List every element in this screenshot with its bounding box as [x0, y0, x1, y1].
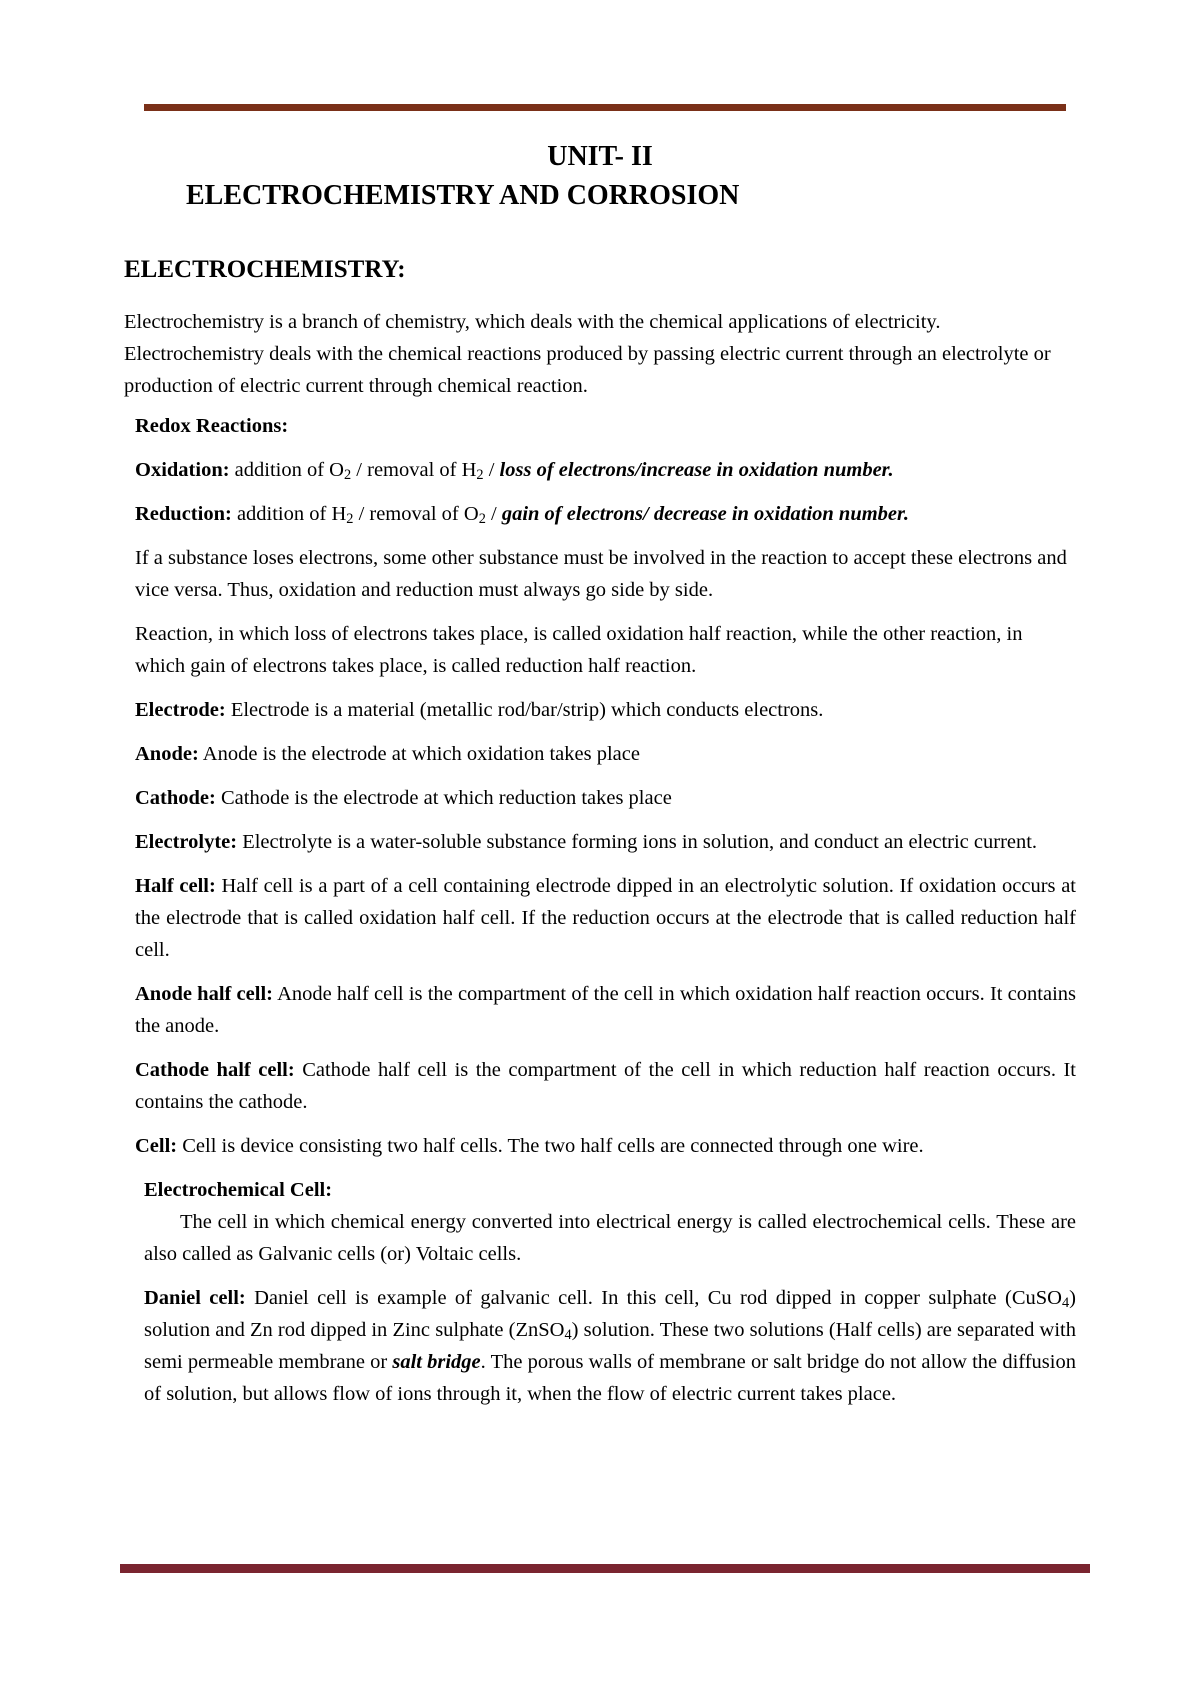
definition-term: Half cell: — [135, 875, 216, 897]
definition-half-cell — [135, 870, 1076, 966]
definition-term: Electrolyte: — [135, 831, 238, 853]
subscript: 4 — [1061, 1295, 1070, 1311]
electrochemical-cell-section — [144, 1174, 1076, 1410]
main-content — [124, 254, 1076, 1422]
definition-cathode — [135, 782, 1076, 814]
redox-paragraph-2: Reaction, in which loss of electrons takes place, is called oxidation half reaction, while the other reaction, in which gain of electrons takes place, is called reduction half reaction. — [135, 623, 1023, 677]
emphasis-text: salt bridge — [392, 1351, 481, 1373]
subscript: 2 — [346, 511, 354, 527]
redox-heading: Redox Reactions: — [135, 415, 289, 437]
definition-term: Cathode: — [135, 787, 216, 809]
emphasis-text: loss of electrons/increase in oxidation number. — [499, 459, 894, 481]
definition-cell — [135, 1130, 1076, 1162]
subscript: 2 — [476, 467, 484, 483]
intro-paragraph: Electrochemistry is a branch of chemistry, which deals with the chemical applications of electricity. Electrochemistry deals with the chemical reactions produced by passing electric current through an electrolyte or production of electric current through chemical reaction. — [124, 311, 1051, 397]
definition-term: Oxidation: — [135, 459, 230, 481]
definition-text: Daniel cell is example of galvanic cell. In this cell, Cu rod dipped in copper sulphate (CuSO — [245, 1287, 1062, 1309]
page-title: ELECTROCHEMISTRY AND CORROSION — [186, 180, 740, 211]
definition-text: addition of H — [231, 503, 347, 525]
definition-text: Cell is device consisting two half cells. The two half cells are connected through one wire. — [177, 1135, 924, 1157]
bottom-rule — [120, 1564, 1090, 1573]
definition-term: Cathode half cell: — [135, 1059, 295, 1081]
oxidation-definition — [135, 454, 1076, 486]
definition-term: Cell: — [135, 1135, 178, 1157]
redox-paragraph-1: If a substance loses electrons, some other substance must be involved in the reaction to accept these electrons and vice versa. Thus, oxidation and reduction must always go side by side. — [135, 547, 1067, 601]
reduction-definition — [135, 498, 1076, 530]
redox-section — [135, 410, 1076, 1162]
definition-text: / removal of O — [353, 503, 479, 525]
section-heading: ELECTROCHEMISTRY: — [124, 256, 406, 283]
subscript: 2 — [344, 467, 352, 483]
definition-text: Anode is the electrode at which oxidation takes place — [198, 743, 640, 765]
electrochemical-cell-text: The cell in which chemical energy converted into electrical energy is called electrochemical cells. These are also called as Galvanic cells (or) Voltaic cells. — [144, 1211, 1076, 1265]
definition-text: Anode half cell is the compartment of the cell in which oxidation half reaction occurs. It contains the anode. — [135, 983, 1077, 1037]
definition-term: Daniel cell: — [144, 1287, 246, 1309]
definition-text: Electrode is a material (metallic rod/bar/strip) which conducts electrons. — [225, 699, 824, 721]
definition-anode-half-cell — [135, 978, 1076, 1042]
definition-cathode-half-cell — [135, 1054, 1076, 1118]
definition-term: Anode: — [135, 743, 199, 765]
definition-text: Cathode half cell is the compartment of the cell in which reduction half reaction occurs. It contains the cathode. — [135, 1059, 1077, 1113]
top-rule — [144, 104, 1066, 111]
definition-term: Electrode: — [135, 699, 226, 721]
definition-text: / — [485, 503, 502, 525]
definition-text: / — [483, 459, 500, 481]
definition-anode — [135, 738, 1076, 770]
emphasis-text: gain of electrons/ decrease in oxidation number. — [501, 503, 909, 525]
subscript: 4 — [564, 1327, 572, 1343]
definition-text: ) solution and Zn rod dipped in Zinc sulphate (ZnSO — [144, 1287, 1076, 1341]
unit-label: UNIT- II — [547, 141, 653, 172]
definition-text: / removal of H — [351, 459, 477, 481]
definition-text: ) solution. These two solutions (Half cells) are separated with semi permeable membrane or — [144, 1319, 1076, 1373]
definition-text: . The porous walls of membrane or salt bridge do not allow the diffusion of solution, but allows flow of ions through it, when the flow of electric current takes place. — [144, 1351, 1076, 1405]
electrochemical-cell-heading: Electrochemical Cell: — [144, 1179, 333, 1201]
definition-text: Half cell is a part of a cell containing electrode dipped in an electrolytic solution. If oxidation occurs at the electrode that is called oxidation half cell. If the reduction occurs at the electrode that is called reduction half cell. — [135, 875, 1077, 961]
definition-text: Electrolyte is a water-soluble substance forming ions in solution, and conduct an electric current. — [237, 831, 1038, 853]
definition-text: addition of O — [229, 459, 344, 481]
definition-text: Cathode is the electrode at which reduction takes place — [215, 787, 672, 809]
definition-term: Anode half cell: — [135, 983, 273, 1005]
definition-electrolyte — [135, 826, 1076, 858]
definition-electrode — [135, 694, 1076, 726]
subscript: 2 — [478, 511, 486, 527]
daniel-cell-paragraph — [144, 1282, 1076, 1410]
definition-term: Reduction: — [135, 503, 232, 525]
